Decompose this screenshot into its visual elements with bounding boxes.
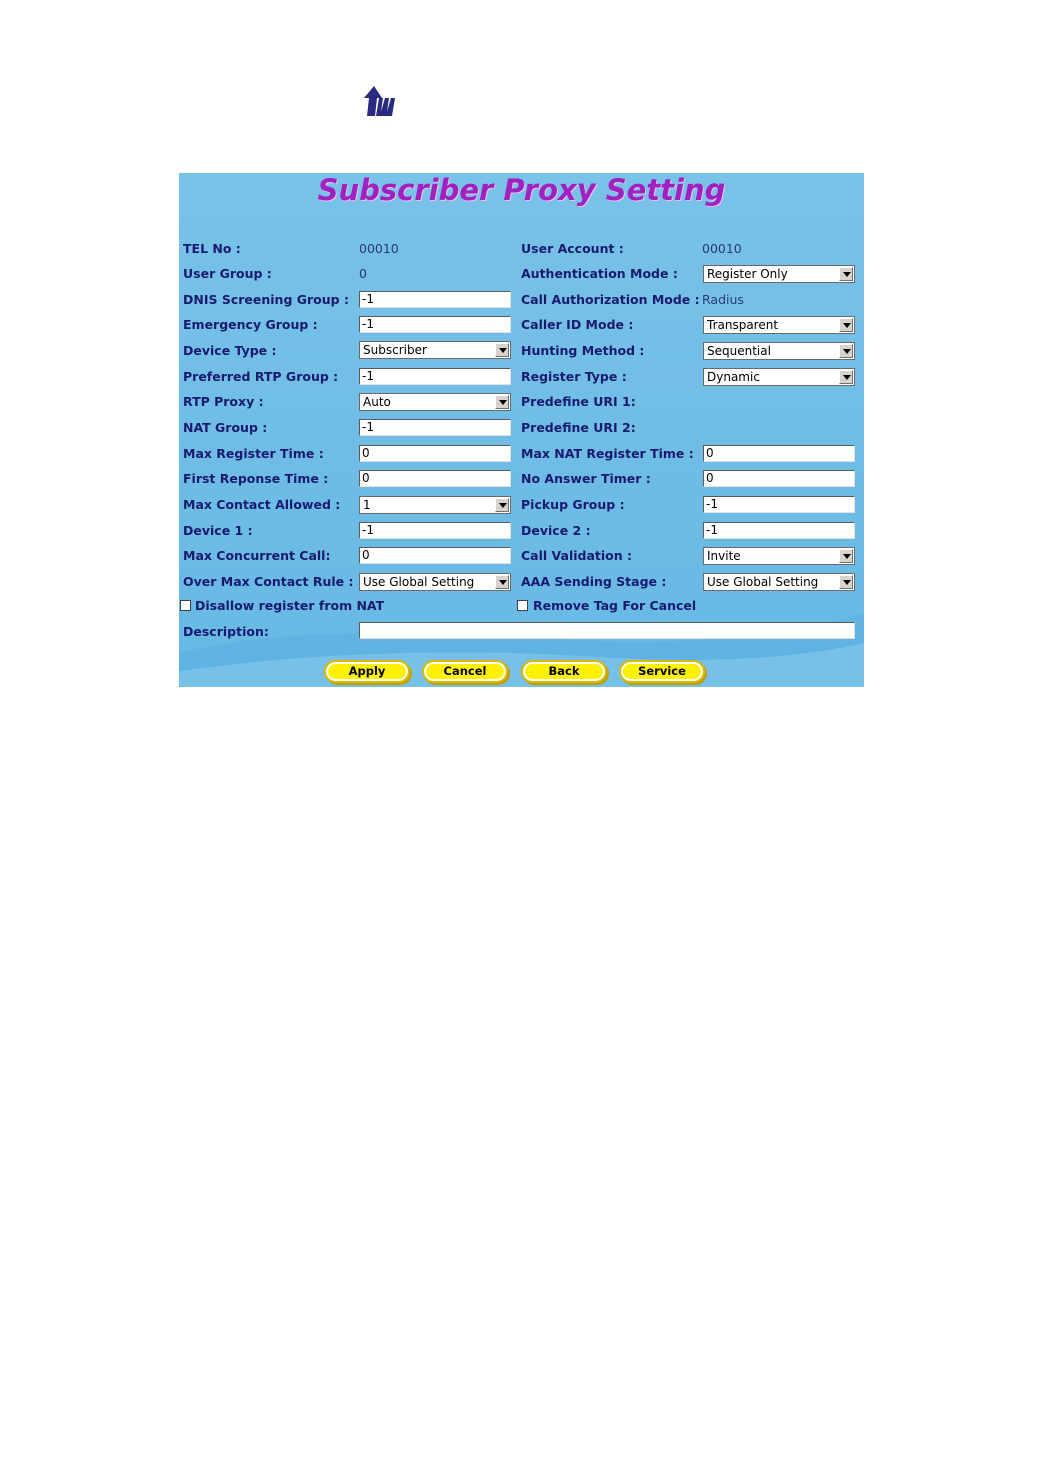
authentication-mode-selected: Register Only: [707, 267, 788, 281]
caller-id-mode-select[interactable]: [703, 316, 855, 334]
pickup-group-input[interactable]: -1: [703, 496, 855, 513]
chevron-down-icon[interactable]: [839, 344, 853, 358]
call-authorization-mode-value: Radius: [702, 292, 744, 307]
register-type-selected: Dynamic: [707, 370, 760, 384]
max-contact-allowed-label: Max Contact Allowed :: [183, 497, 341, 512]
max-contact-allowed-selected: 1: [363, 498, 371, 512]
register-type-label: Register Type :: [521, 369, 627, 384]
aaa-sending-stage-select[interactable]: [703, 573, 855, 591]
over-max-contact-rule-select[interactable]: [359, 573, 511, 591]
authentication-mode-label: Authentication Mode :: [521, 266, 678, 281]
device1-input[interactable]: -1: [359, 522, 511, 539]
device2-label: Device 2 :: [521, 523, 591, 538]
back-button[interactable]: Back: [521, 660, 607, 683]
authentication-mode-select[interactable]: [703, 265, 855, 283]
device-type-selected: Subscriber: [363, 343, 427, 357]
chevron-down-icon[interactable]: [839, 318, 853, 332]
max-register-time-input[interactable]: 0: [359, 445, 511, 462]
page-title: Subscriber Proxy Setting: [317, 173, 726, 207]
predefine-uri2-label: Predefine URI 2:: [521, 420, 636, 435]
device-type-label: Device Type :: [183, 343, 277, 358]
chevron-down-icon[interactable]: [495, 395, 509, 409]
pickup-group-label: Pickup Group :: [521, 497, 625, 512]
call-authorization-mode-label: Call Authorization Mode :: [521, 292, 700, 307]
preferred-rtp-group-label: Preferred RTP Group :: [183, 369, 339, 384]
disallow-nat-checkbox[interactable]: [180, 600, 191, 611]
first-response-time-label: First Reponse Time :: [183, 471, 329, 486]
max-concurrent-call-input[interactable]: 0: [359, 547, 511, 564]
max-nat-register-time-input[interactable]: 0: [703, 445, 855, 462]
emergency-group-label: Emergency Group :: [183, 317, 318, 332]
max-contact-allowed-select[interactable]: [359, 496, 511, 514]
rtp-proxy-label: RTP Proxy :: [183, 394, 264, 409]
dnis-screening-group-input[interactable]: -1: [359, 291, 511, 308]
first-response-time-input[interactable]: 0: [359, 470, 511, 487]
aaa-sending-stage-label: AAA Sending Stage :: [521, 574, 667, 589]
no-answer-timer-input[interactable]: 0: [703, 470, 855, 487]
preferred-rtp-group-input[interactable]: -1: [359, 368, 511, 385]
predefine-uri1-label: Predefine URI 1:: [521, 394, 636, 409]
disallow-nat-label: Disallow register from NAT: [195, 598, 385, 613]
tel-no-label: TEL No :: [183, 241, 241, 256]
logo-icon: [360, 84, 400, 118]
user-group-label: User Group :: [183, 266, 272, 281]
chevron-down-icon[interactable]: [839, 549, 853, 563]
cancel-button[interactable]: Cancel: [422, 660, 508, 683]
over-max-contact-rule-selected: Use Global Setting: [363, 575, 475, 589]
hunting-method-select[interactable]: [703, 342, 855, 360]
rtp-proxy-select[interactable]: [359, 393, 511, 411]
hunting-method-selected: Sequential: [707, 344, 771, 358]
call-validation-label: Call Validation :: [521, 548, 633, 563]
max-nat-register-time-label: Max NAT Register Time :: [521, 446, 694, 461]
remove-tag-checkbox[interactable]: [517, 600, 528, 611]
max-register-time-label: Max Register Time :: [183, 446, 324, 461]
over-max-contact-rule-label: Over Max Contact Rule :: [183, 574, 354, 589]
settings-panel: [179, 173, 864, 687]
no-answer-timer-label: No Answer Timer :: [521, 471, 651, 486]
chevron-down-icon[interactable]: [839, 267, 853, 281]
device2-input[interactable]: -1: [703, 522, 855, 539]
chevron-down-icon[interactable]: [495, 498, 509, 512]
device1-label: Device 1 :: [183, 523, 253, 538]
caller-id-mode-selected: Transparent: [707, 318, 779, 332]
hunting-method-label: Hunting Method :: [521, 343, 645, 358]
rtp-proxy-selected: Auto: [363, 395, 391, 409]
service-button[interactable]: Service: [619, 660, 705, 683]
apply-button[interactable]: Apply: [324, 660, 410, 683]
tel-no-value: 00010: [359, 241, 399, 256]
user-account-label: User Account :: [521, 241, 624, 256]
max-concurrent-call-label: Max Concurrent Call:: [183, 548, 331, 563]
call-validation-selected: Invite: [707, 549, 741, 563]
device-type-select[interactable]: [359, 341, 511, 359]
nat-group-label: NAT Group :: [183, 420, 268, 435]
description-label: Description:: [183, 624, 269, 639]
call-validation-select[interactable]: [703, 547, 855, 565]
description-input[interactable]: [359, 622, 855, 639]
aaa-sending-stage-selected: Use Global Setting: [707, 575, 819, 589]
chevron-down-icon[interactable]: [495, 343, 509, 357]
user-account-value: 00010: [702, 241, 742, 256]
user-group-value: 0: [359, 266, 367, 281]
nat-group-input[interactable]: -1: [359, 419, 511, 436]
chevron-down-icon[interactable]: [839, 575, 853, 589]
emergency-group-input[interactable]: -1: [359, 316, 511, 333]
chevron-down-icon[interactable]: [839, 370, 853, 384]
dnis-screening-group-label: DNIS Screening Group :: [183, 292, 349, 307]
register-type-select[interactable]: [703, 368, 855, 386]
caller-id-mode-label: Caller ID Mode :: [521, 317, 634, 332]
chevron-down-icon[interactable]: [495, 575, 509, 589]
remove-tag-label: Remove Tag For Cancel: [533, 598, 697, 613]
